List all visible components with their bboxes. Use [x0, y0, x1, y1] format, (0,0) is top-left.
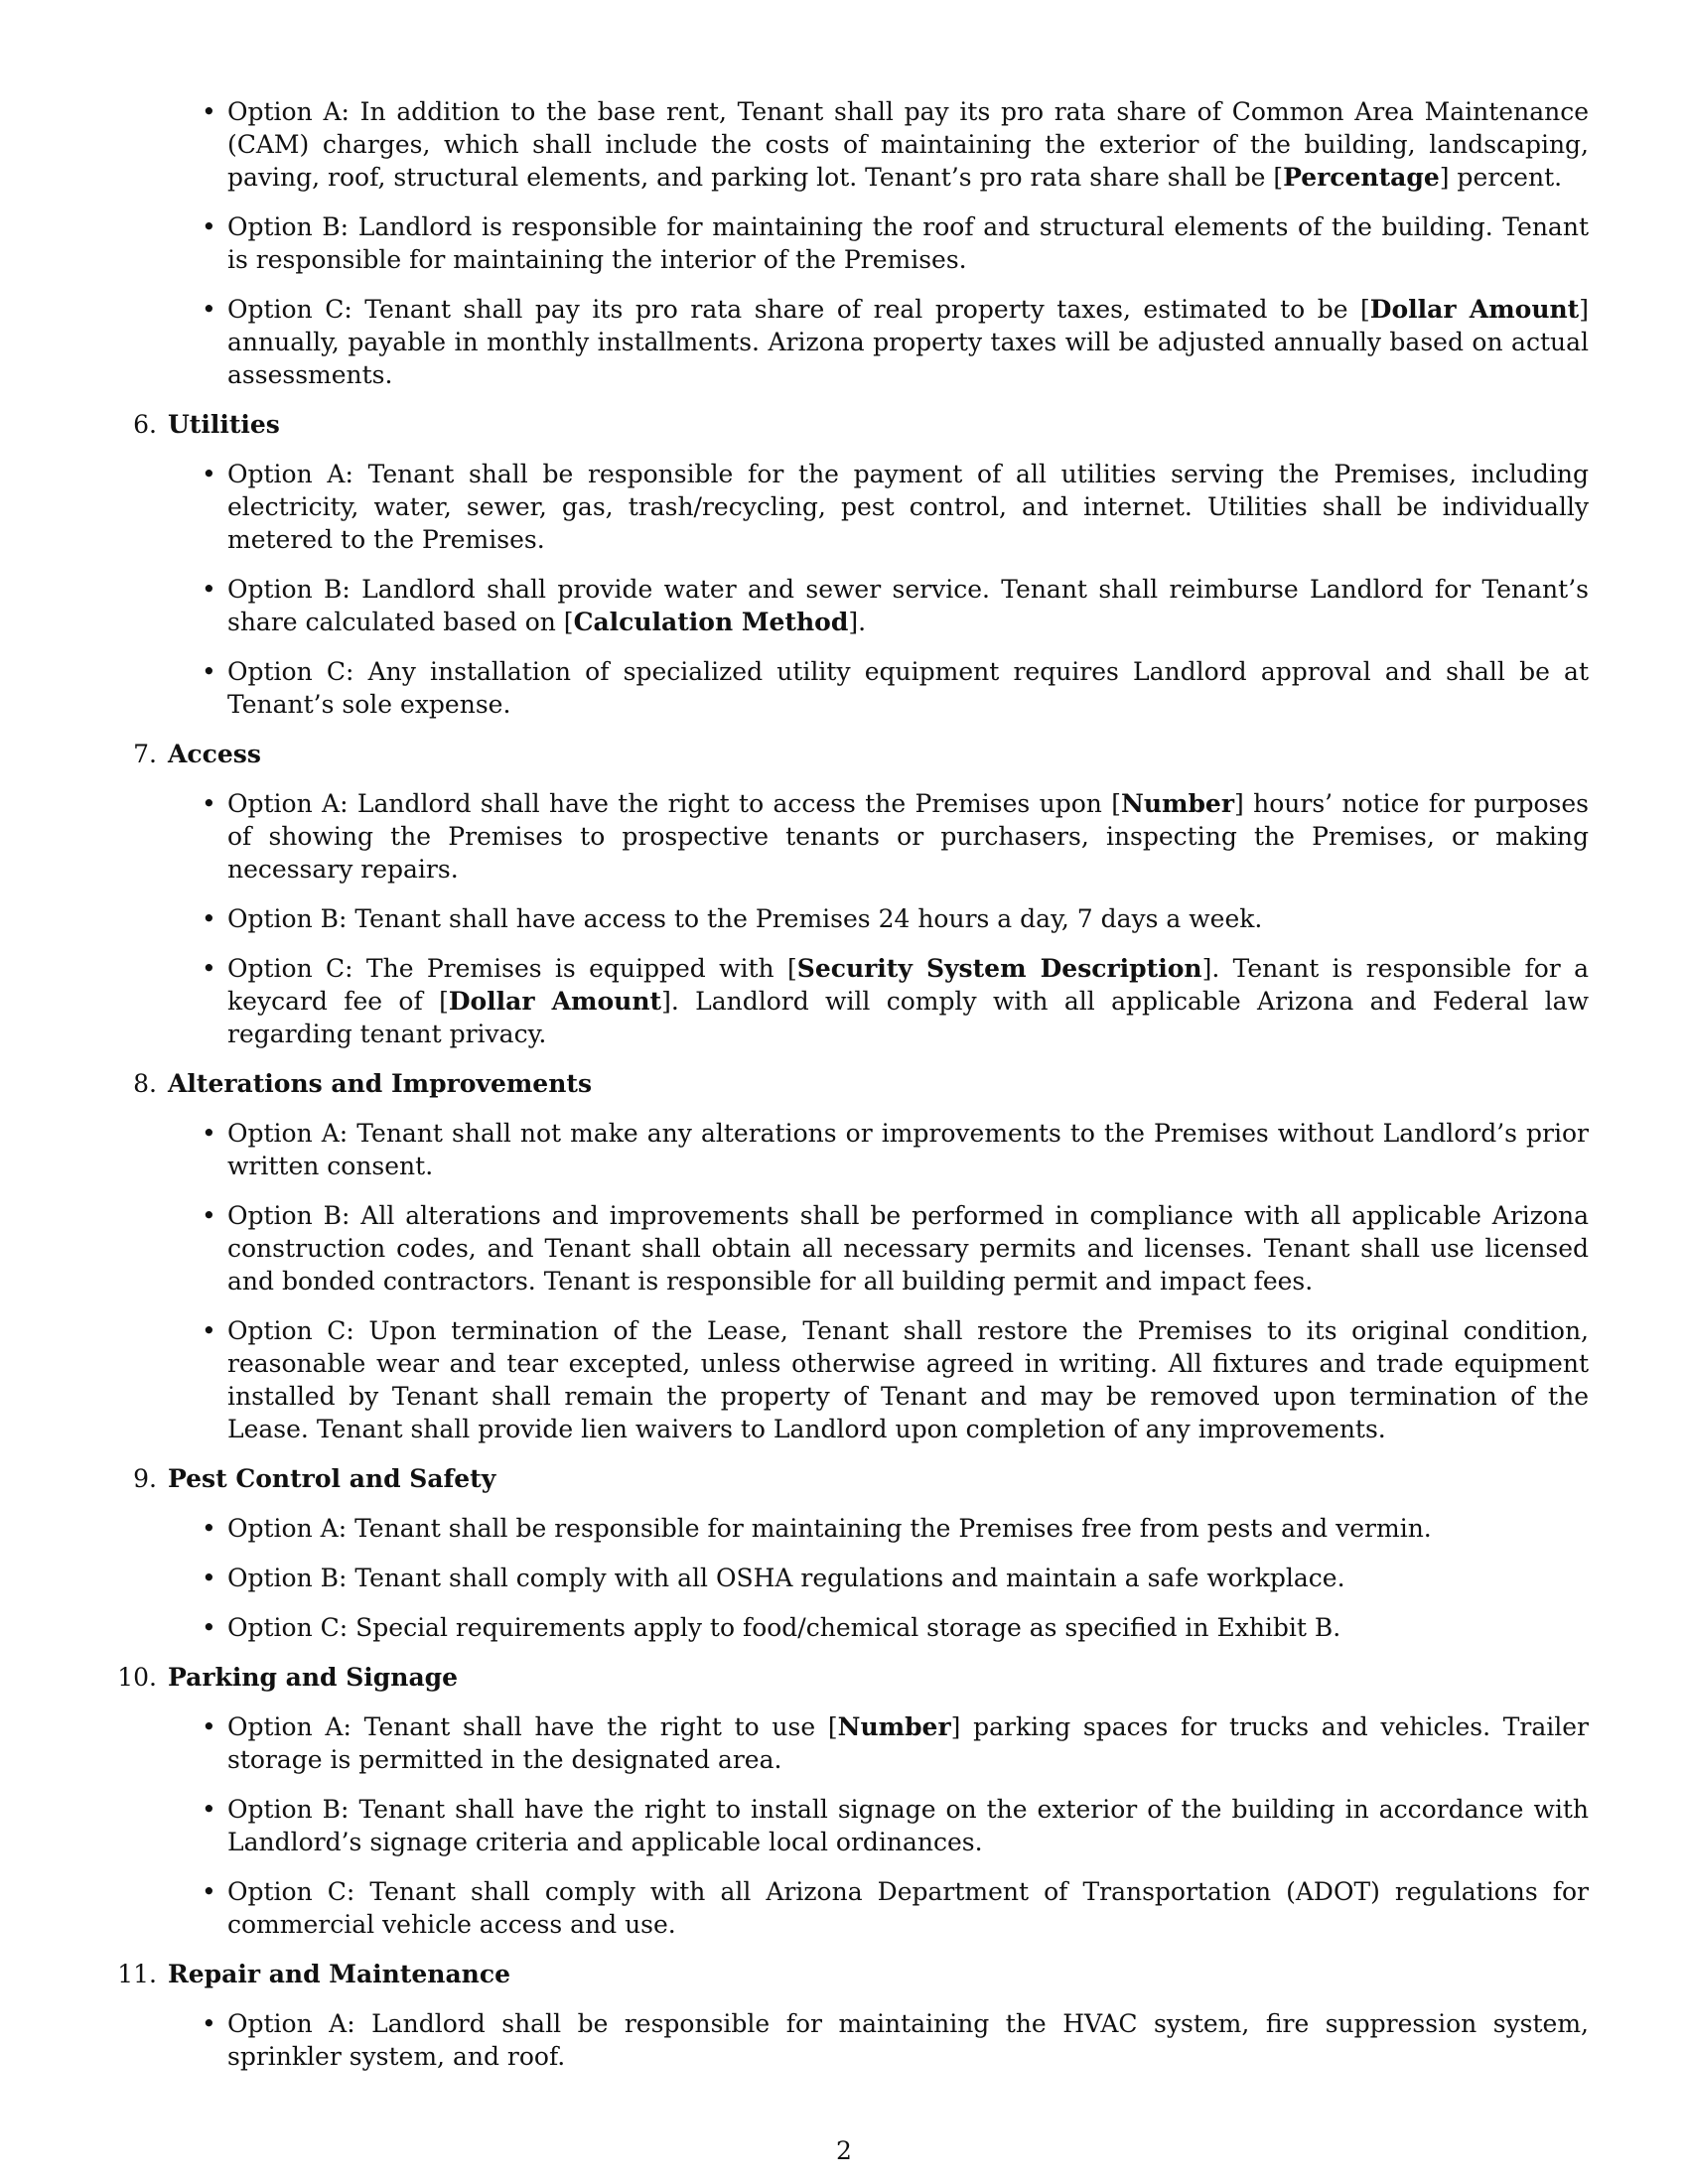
- option-item: [0, 1199, 1688, 1297]
- section-heading: [0, 738, 1688, 770]
- section-title: Pest Control and Safety: [168, 1464, 496, 1493]
- option-item: [0, 952, 1688, 1050]
- option-text: Option B: Tenant shall comply with all OSHA regulations and maintain a safe workplace.: [227, 1564, 1345, 1592]
- section-options: [0, 787, 1688, 1050]
- lease-section: [0, 1462, 1688, 1644]
- section-options: [0, 2007, 1688, 2073]
- option-text: Option A: Tenant shall be responsible for maintaining the Premises free from pests and vermin.: [227, 1514, 1432, 1543]
- section-title: Utilities: [168, 410, 280, 439]
- option-text: Option B: All alterations and improvements shall be performed in compliance with all applicable Arizona construction codes, and Tenant shall obtain all necessary permits and licenses. Tenant shall use licensed and bonded contractors. Tenant is responsible for all building permit and impact fees.: [227, 1201, 1589, 1296]
- option-item: [0, 787, 1688, 886]
- option-text: ] percent.: [1439, 163, 1563, 192]
- option-item: [0, 95, 1688, 194]
- lease-section: [0, 1067, 1688, 1445]
- option-text: Option B: Landlord is responsible for maintaining the roof and structural elements of the building. Tenant is responsible for maintaining the interior of the Premises.: [227, 212, 1589, 274]
- option-text: ].: [848, 608, 867, 636]
- option-text: Option A: Tenant shall be responsible for the payment of all utilities serving the Premises, including electricity, water, sewer, gas, trash/recycling, pest control, and internet. Utilities shall be individually metered to the Premises.: [227, 460, 1589, 554]
- option-text: Option C: Upon termination of the Lease, Tenant shall restore the Premises to its original condition, reasonable wear and tear excepted, unless otherwise agreed in writing. All fixtures and trade equipment installed by Tenant shall remain the property of Tenant and may be removed upon termination of the Lease. Tenant shall provide lien waivers to Landlord upon completion of any improvements.: [227, 1316, 1589, 1443]
- option-text: Option A: Tenant shall not make any alterations or improvements to the Premises without Landlord’s prior written consent.: [227, 1119, 1589, 1180]
- section-number: 6.: [133, 410, 157, 439]
- document-body: [0, 95, 1688, 2090]
- section-title: Access: [168, 740, 261, 768]
- placeholder-field: Number: [1120, 789, 1235, 818]
- lease-section: [0, 1661, 1688, 1941]
- placeholder-field: Security System Description: [796, 954, 1202, 983]
- option-item: [0, 1314, 1688, 1445]
- section-5-options-continued: [0, 95, 1688, 391]
- option-item: [0, 2007, 1688, 2073]
- option-text: Option A: Tenant shall have the right to use [: [227, 1712, 838, 1741]
- section-title: Repair and Maintenance: [168, 1960, 510, 1988]
- lease-section: [0, 738, 1688, 1050]
- option-item: [0, 1611, 1688, 1644]
- placeholder-field: Calculation Method: [573, 608, 849, 636]
- option-text: Option B: Tenant shall have access to the Premises 24 hours a day, 7 days a week.: [227, 904, 1263, 933]
- option-text: Option B: Tenant shall have the right to install signage on the exterior of the building in accordance with Landlord’s signage criteria and applicable local ordinances.: [227, 1795, 1589, 1856]
- section-number: 11.: [117, 1960, 157, 1988]
- option-text: Option A: In addition to the base rent, Tenant shall pay its pro rata share of Common Area Maintenance (CAM) charges, which shall include the costs of maintaining the exterior of the building, landscaping, paving, roof, structural elements, and parking lot. Tenant’s pro rata share shall be [: [227, 97, 1589, 192]
- option-item: [0, 1875, 1688, 1941]
- section-number: 9.: [133, 1464, 157, 1493]
- option-text: ] annually, payable in monthly installments. Arizona property taxes will be adjusted annually based on actual assessments.: [227, 295, 1589, 389]
- section-heading: [0, 1462, 1688, 1495]
- section-heading: [0, 1958, 1688, 1990]
- section-options: [0, 1512, 1688, 1644]
- option-text: Option C: Tenant shall comply with all Arizona Department of Transportation (ADOT) regulations for commercial vehicle access and use.: [227, 1877, 1589, 1939]
- page-number: 2: [836, 2136, 852, 2165]
- option-item: [0, 1117, 1688, 1182]
- option-item: [0, 1512, 1688, 1545]
- option-text: ]. Tenant is responsible for a keycard fee of [: [227, 954, 1589, 1016]
- option-item: [0, 293, 1688, 391]
- option-item: [0, 573, 1688, 638]
- section-heading: [0, 1067, 1688, 1100]
- placeholder-field: Dollar Amount: [448, 987, 662, 1016]
- lease-section: [0, 408, 1688, 721]
- option-item: [0, 210, 1688, 276]
- option-item: [0, 655, 1688, 721]
- option-text: ]. Landlord will comply with all applicable Arizona and Federal law regarding tenant privacy.: [227, 987, 1589, 1048]
- lease-section: [0, 1958, 1688, 2073]
- option-text: Option B: Landlord shall provide water and sewer service. Tenant shall reimburse Landlord for Tenant’s share calculated based on [: [227, 575, 1589, 636]
- section-number: 7.: [133, 740, 157, 768]
- option-text: Option A: Landlord shall be responsible for maintaining the HVAC system, fire suppression system, sprinkler system, and roof.: [227, 2009, 1589, 2071]
- option-item: [0, 902, 1688, 935]
- section-options: [0, 1117, 1688, 1445]
- section-heading: [0, 1661, 1688, 1694]
- option-text: Option C: Any installation of specialized utility equipment requires Landlord approval and shall be at Tenant’s sole expense.: [227, 657, 1589, 719]
- placeholder-field: Percentage: [1283, 163, 1440, 192]
- option-text: ] parking spaces for trucks and vehicles. Trailer storage is permitted in the designated area.: [227, 1712, 1590, 1774]
- option-item: [0, 1710, 1688, 1776]
- option-text: Option A: Landlord shall have the right to access the Premises upon [: [227, 789, 1121, 818]
- option-item: [0, 1793, 1688, 1858]
- section-title: Alterations and Improvements: [168, 1069, 593, 1098]
- section-title: Parking and Signage: [168, 1663, 459, 1692]
- placeholder-field: Number: [837, 1712, 951, 1741]
- section-heading: [0, 408, 1688, 441]
- option-item: [0, 458, 1688, 556]
- section-options: [0, 1710, 1688, 1941]
- section-options: [0, 458, 1688, 721]
- option-item: [0, 1562, 1688, 1594]
- option-text: Option C: The Premises is equipped with [: [227, 954, 797, 983]
- option-text: Option C: Special requirements apply to food/chemical storage as specified in Exhibit B.: [227, 1613, 1341, 1642]
- lease-sections: [0, 408, 1688, 2073]
- option-text: Option C: Tenant shall pay its pro rata share of real property taxes, estimated to be [: [227, 295, 1370, 324]
- option-text: ] hours’ notice for purposes of showing the Premises to prospective tenants or purchasers, inspecting the Premises, or making necessary repairs.: [227, 789, 1589, 884]
- section-number: 8.: [133, 1069, 157, 1098]
- placeholder-field: Dollar Amount: [1369, 295, 1580, 324]
- section-number: 10.: [117, 1663, 157, 1692]
